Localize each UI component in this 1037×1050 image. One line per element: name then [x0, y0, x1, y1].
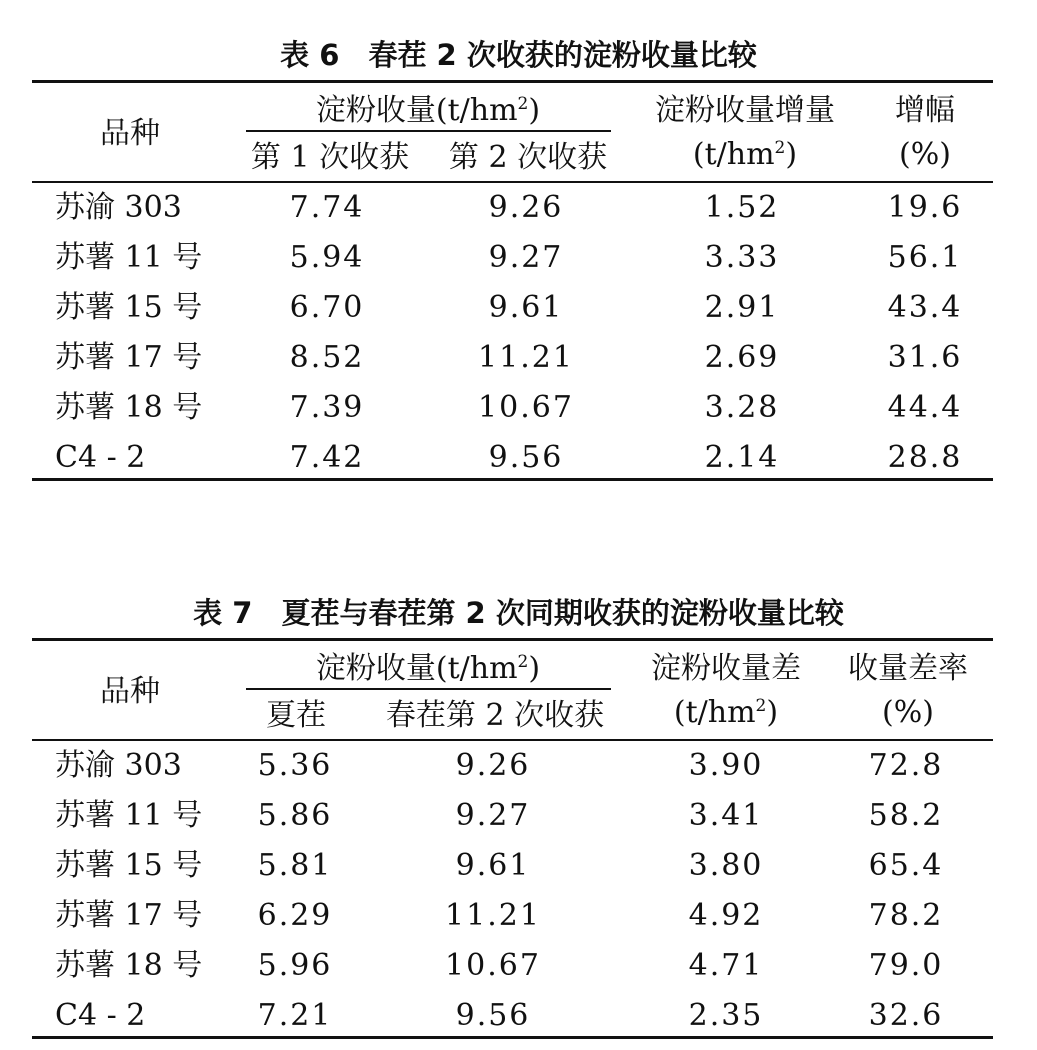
table-cell: 2.35 [688, 998, 764, 1033]
table-cell: 56.1 [887, 240, 963, 275]
table-7-header-sub2: 春茬第 2 次收获 [385, 698, 605, 733]
table-row-variety: 苏薯 17 号 [55, 898, 203, 933]
table-row-variety: C4 - 2 [55, 998, 146, 1033]
table-cell: 9.61 [455, 848, 531, 883]
table-cell: 5.86 [257, 798, 333, 833]
table-cell: 43.4 [887, 290, 963, 325]
table-cell: 10.67 [445, 948, 541, 983]
table-cell: 2.91 [704, 290, 780, 325]
table-cell: 44.4 [887, 390, 963, 425]
table-6-header-col4-line1: 增幅 [895, 93, 955, 128]
table-7-header-sub1: 夏茬 [266, 698, 326, 733]
table-cell: 7.39 [289, 390, 365, 425]
table-cell: 3.90 [688, 748, 764, 783]
table-cell: 32.6 [868, 998, 944, 1033]
table-cell: 3.41 [688, 798, 764, 833]
table-7-header-col3-line2: $(t/hm^2)$ [673, 695, 779, 730]
table-cell: 19.6 [887, 190, 963, 225]
table-6-bottom-rule [32, 478, 993, 481]
table-cell: 4.92 [688, 898, 764, 933]
table-cell: 65.4 [868, 848, 944, 883]
table-7-bottom-rule [32, 1036, 993, 1039]
table-cell: 11.21 [445, 898, 541, 933]
table-cell: 7.42 [289, 440, 365, 475]
table-6-header-variety: 品种 [100, 116, 160, 151]
table-row-variety: 苏薯 17 号 [55, 340, 203, 375]
table-cell: 6.70 [289, 290, 365, 325]
table-6-header-sub1: 第 1 次收获 [250, 140, 410, 175]
table-row-variety: 苏薯 18 号 [55, 390, 203, 425]
table-cell: 78.2 [868, 898, 944, 933]
table-cell: 9.27 [488, 240, 564, 275]
table-cell: 9.26 [455, 748, 531, 783]
table-6-header-col3-line1: 淀粉收量增量 [655, 93, 835, 128]
table-cell: 4.71 [688, 948, 764, 983]
table-row-variety: 苏薯 15 号 [55, 290, 203, 325]
table-6-header-col3-line2: $(t/hm^2)$ [692, 137, 798, 172]
table-cell: 11.21 [478, 340, 574, 375]
table-cell: 3.80 [688, 848, 764, 883]
table-7-top-rule [32, 638, 993, 641]
table-cell: 5.94 [289, 240, 365, 275]
table-cell: 2.69 [704, 340, 780, 375]
table-row-variety: 苏渝 303 [55, 190, 182, 225]
table-cell: 3.33 [704, 240, 780, 275]
table-cell: 9.56 [455, 998, 531, 1033]
table-cell: 9.26 [488, 190, 564, 225]
table-6-header-sub2: 第 2 次收获 [448, 140, 608, 175]
table-7-header-col4-line1: 收量差率 [848, 651, 968, 686]
table-cell: 28.8 [887, 440, 963, 475]
table-row-variety: 苏薯 11 号 [55, 798, 203, 833]
table-row-variety: 苏薯 15 号 [55, 848, 203, 883]
table-7-header-col4-line2: (%) [882, 695, 934, 730]
table-row-variety: 苏薯 11 号 [55, 240, 203, 275]
table-cell: 9.56 [488, 440, 564, 475]
table-6-title: 表 6 春茬 2 次收获的淀粉收量比较 [280, 38, 757, 72]
table-cell: 9.27 [455, 798, 531, 833]
table-7-header-col3-line1: 淀粉收量差 [651, 651, 801, 686]
table-6-top-rule [32, 80, 993, 83]
table-cell: 7.74 [289, 190, 365, 225]
table-row-variety: 苏薯 18 号 [55, 948, 203, 983]
table-6-header-rule [32, 181, 993, 183]
table-cell: 10.67 [478, 390, 574, 425]
table-cell: 58.2 [868, 798, 944, 833]
table-row-variety: C4 - 2 [55, 440, 146, 475]
table-6-header-col4-line2: (%) [899, 137, 951, 172]
table-cell: 72.8 [868, 748, 944, 783]
table-7-header-group: 淀粉收量$(t/hm^2)$ [315, 651, 541, 686]
table-cell: 8.52 [289, 340, 365, 375]
table-6-header-group: 淀粉收量$(t/hm^2)$ [315, 93, 541, 128]
table-cell: 7.21 [257, 998, 333, 1033]
table-7-header-variety: 品种 [100, 674, 160, 709]
table-cell: 6.29 [257, 898, 333, 933]
table-cell: 5.96 [257, 948, 333, 983]
table-cell: 5.36 [257, 748, 333, 783]
table-7-group-rule [246, 688, 611, 690]
table-cell: 1.52 [704, 190, 780, 225]
table-cell: 9.61 [488, 290, 564, 325]
table-6-group-rule [246, 130, 611, 132]
table-cell: 3.28 [704, 390, 780, 425]
table-cell: 5.81 [257, 848, 333, 883]
table-7-title: 表 7 夏茬与春茬第 2 次同期收获的淀粉收量比较 [193, 596, 844, 630]
table-row-variety: 苏渝 303 [55, 748, 182, 783]
table-cell: 31.6 [887, 340, 963, 375]
table-cell: 79.0 [868, 948, 944, 983]
table-7-header-rule [32, 739, 993, 741]
table-cell: 2.14 [704, 440, 780, 475]
